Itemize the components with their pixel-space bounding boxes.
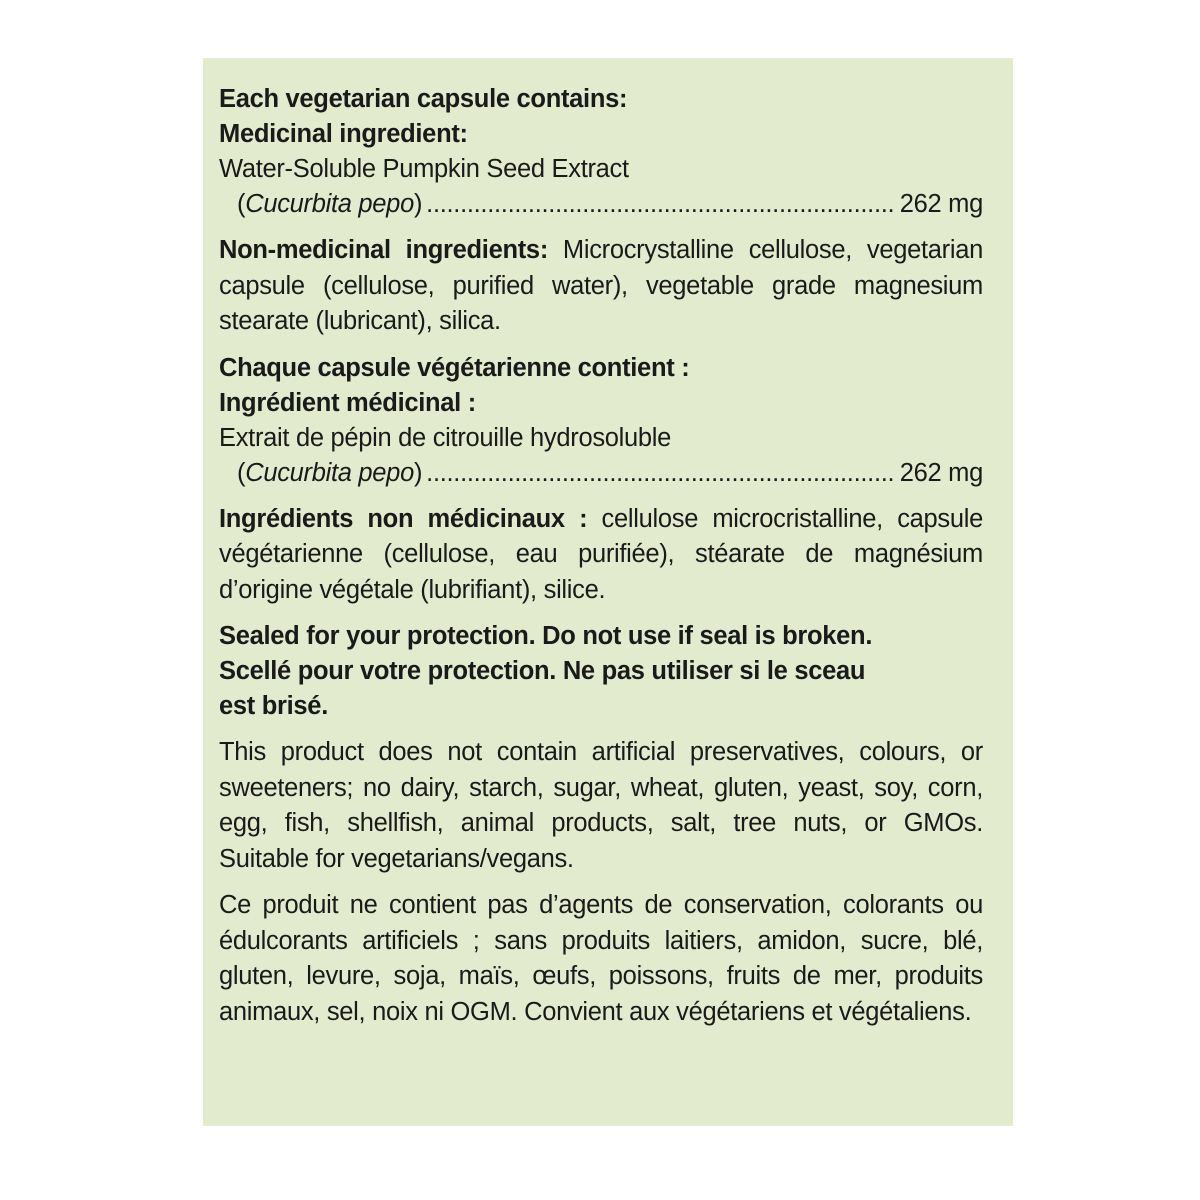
english-non-medicinal-section — [219, 233, 983, 340]
dose-amount: 262 mg — [899, 190, 983, 218]
french-ingredients-section — [219, 351, 983, 491]
dose-amount-fr: 262 mg — [899, 458, 983, 487]
latin-name-fr: Cucurbita pepo — [245, 458, 414, 487]
medicinal-ingredient-dose-row-fr: (Cucurbita pepo) ..... 262 mg — [219, 456, 983, 491]
medicinal-ingredient-dose-row: (Cucurbita pepo) ..... 262 mg — [219, 187, 983, 222]
dot-leader-fr — [426, 456, 896, 491]
english-ingredients-section — [219, 82, 983, 222]
capsule-contents-heading: Each vegetarian capsule contains: — [219, 85, 628, 113]
seal-warning-fr-line-1: Scellé pour votre protection. Ne pas utiliser si le sceau — [219, 657, 866, 685]
free-of-statement-en: This product does not contain artificial preservatives, colours, or sweeteners; no dairy, starch, sugar, wheat, gluten, yeast, soy, corn, egg, fish, shellfish, animal products, salt, tree nuts, or GMOs. Suitable for vegetarians/vegans. — [219, 738, 983, 873]
seal-warning-fr-line-2: est brisé. — [219, 692, 328, 720]
capsule-contents-heading-fr: Chaque capsule végétarienne contient : — [219, 353, 690, 382]
dot-leader — [426, 187, 896, 222]
french-non-medicinal-section — [219, 502, 983, 609]
medicinal-ingredient-heading-fr: Ingrédient médicinal : — [219, 388, 476, 417]
free-of-statement-fr: Ce produit ne contient pas d’agents de conservation, colorants ou édulcorants artificiels ; sans produits laitiers, amidon, sucre, blé, gluten, levure, soja, maïs, œufs, poissons, fruits de mer, produits animaux, sel, noix ni OGM. Convient aux végétariens et végétaliens. — [219, 891, 983, 1026]
non-medicinal-text-fr: cellulose microcristalline, capsule végétarienne (cellulose, eau purifiée), stéarate de magnésium d’origine végétale (lubrifiant), silice. — [219, 504, 983, 604]
medicinal-ingredient-name: Water-Soluble Pumpkin Seed Extract — [219, 155, 629, 183]
non-medicinal-text: Microcrystalline cellulose, vegetarian capsule (cellulose, purified water), vegetable grade magnesium stearate (lubricant), silica. — [219, 236, 983, 335]
non-medicinal-label-fr: Ingrédients non médicinaux : — [219, 504, 588, 533]
medicinal-ingredient-heading: Medicinal ingredient: — [219, 120, 468, 148]
seal-warning-en: Sealed for your protection. Do not use if seal is broken. — [219, 622, 873, 650]
seal-warning-section — [219, 619, 983, 724]
medicinal-ingredient-name-fr: Extrait de pépin de citrouille hydrosoluble — [219, 423, 672, 452]
non-medicinal-label: Non-medicinal ingredients: — [219, 236, 549, 264]
latin-name: Cucurbita pepo — [245, 190, 414, 218]
supplement-label-panel — [203, 58, 1013, 1126]
